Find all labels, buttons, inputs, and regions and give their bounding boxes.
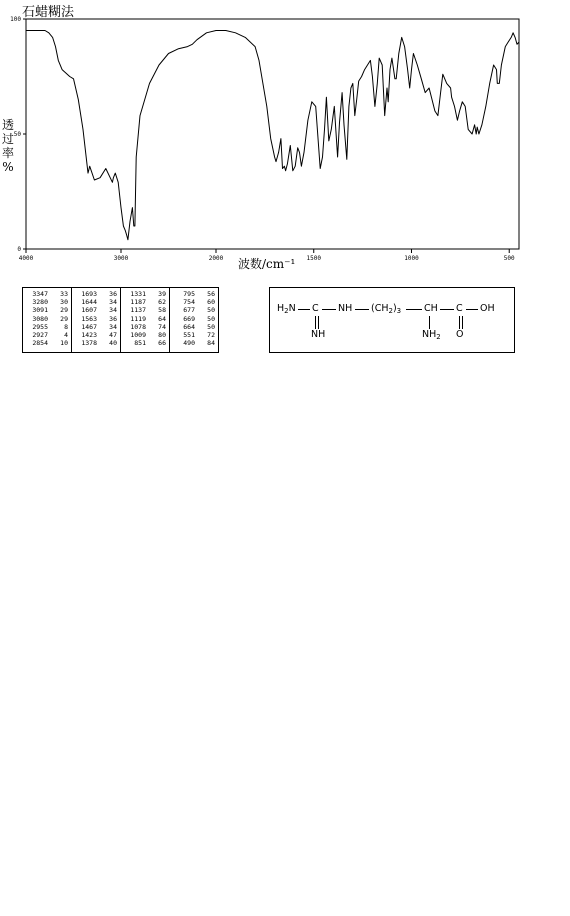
spectrum-line <box>26 31 519 240</box>
peak-row <box>173 290 215 298</box>
peak-row <box>75 315 117 323</box>
peak-transmittance: 34 <box>109 306 117 315</box>
peak-transmittance: 84 <box>207 339 215 348</box>
peak-transmittance: 29 <box>60 314 68 323</box>
structural-formula <box>269 287 515 353</box>
peak-transmittance: 36 <box>109 290 117 298</box>
x-tick-label: 4000 <box>18 255 34 262</box>
peak-transmittance: 8 <box>64 322 68 331</box>
peak-wavenumber: 551 <box>183 330 195 339</box>
peak-wavenumber: 490 <box>183 339 195 348</box>
bond-line <box>355 309 369 310</box>
peak-row <box>26 331 68 339</box>
peak-column <box>121 288 170 352</box>
peak-row <box>173 331 215 339</box>
peak-row <box>124 298 166 306</box>
peak-wavenumber: 2854 <box>32 339 48 348</box>
peak-wavenumber: 3080 <box>32 314 48 323</box>
group-label: ) <box>392 303 397 314</box>
page-title: 石蜡糊法 <box>22 5 75 20</box>
guanidine-carbon: C <box>312 303 319 314</box>
hydroxyl-group: OH <box>480 303 495 314</box>
y-axis-label-line: 率 <box>1 146 14 160</box>
carboxyl-carbon: C <box>456 303 463 314</box>
peak-row <box>75 339 117 347</box>
double-bond-line <box>459 316 460 329</box>
y-axis-label-line: 过 <box>1 132 14 146</box>
bond-line <box>440 309 454 310</box>
peak-transmittance: 33 <box>60 290 68 298</box>
peak-row <box>75 331 117 339</box>
peak-row <box>75 306 117 314</box>
peak-row <box>173 306 215 314</box>
peak-transmittance: 39 <box>158 290 166 298</box>
y-tick-label: 100 <box>10 16 21 23</box>
carbonyl-oxygen: O <box>456 329 464 340</box>
peak-row <box>26 306 68 314</box>
peak-column <box>170 288 218 352</box>
peak-row <box>124 306 166 314</box>
peak-wavenumber: 664 <box>183 322 195 331</box>
peak-transmittance: 74 <box>158 322 166 331</box>
y-axis-label <box>1 118 15 174</box>
alpha-amino-group <box>422 330 441 342</box>
peak-wavenumber: 3347 <box>32 290 48 298</box>
peak-wavenumber: 1078 <box>130 322 146 331</box>
subscript: 2 <box>436 333 441 341</box>
peak-row <box>124 339 166 347</box>
peak-wavenumber: 1137 <box>130 306 146 315</box>
atom-label: NH <box>422 329 437 340</box>
peak-transmittance: 72 <box>207 330 215 339</box>
peak-transmittance: 40 <box>109 339 117 348</box>
peak-row <box>124 323 166 331</box>
peak-wavenumber: 3091 <box>32 306 48 315</box>
imine-group: NH <box>311 329 326 340</box>
subscript: 2 <box>284 307 289 315</box>
x-tick-label: 3000 <box>113 255 129 262</box>
methylene-chain <box>371 304 401 316</box>
peak-transmittance: 58 <box>158 306 166 315</box>
peak-wavenumber: 754 <box>183 298 195 307</box>
y-axis-label-line: 透 <box>1 118 14 132</box>
y-axis-label-line: % <box>2 160 14 174</box>
x-tick-label: 1000 <box>404 255 419 262</box>
peak-wavenumber: 2927 <box>32 330 48 339</box>
peak-column <box>72 288 121 352</box>
double-bond-line <box>462 316 463 329</box>
peak-wavenumber: 1331 <box>130 290 146 298</box>
peak-wavenumber: 1187 <box>130 298 146 307</box>
peak-transmittance: 60 <box>207 298 215 307</box>
peak-wavenumber: 1119 <box>130 314 146 323</box>
y-tick-label: 0 <box>17 246 21 253</box>
peak-wavenumber: 1693 <box>81 290 97 298</box>
subscript: 2 <box>388 307 393 315</box>
peak-wavenumber: 1563 <box>81 314 97 323</box>
bond-line <box>322 309 336 310</box>
peak-wavenumber: 669 <box>183 314 195 323</box>
peak-row <box>75 323 117 331</box>
peak-column <box>23 288 72 352</box>
peak-wavenumber: 795 <box>183 290 195 298</box>
peak-transmittance: 34 <box>109 298 117 307</box>
peak-transmittance: 30 <box>60 298 68 307</box>
peak-wavenumber: 1607 <box>81 306 97 315</box>
peak-transmittance: 50 <box>207 306 215 315</box>
peak-row <box>173 298 215 306</box>
peak-transmittance: 62 <box>158 298 166 307</box>
peak-table <box>22 287 219 353</box>
secondary-amine: NH <box>338 303 353 314</box>
peak-transmittance: 64 <box>158 314 166 323</box>
peak-row <box>124 331 166 339</box>
group-label: (CH <box>371 303 389 314</box>
peak-row <box>26 290 68 298</box>
peak-wavenumber: 1644 <box>81 298 97 307</box>
peak-transmittance: 50 <box>207 322 215 331</box>
peak-row <box>75 290 117 298</box>
peak-transmittance: 47 <box>109 330 117 339</box>
y-tick-label: 50 <box>13 131 21 138</box>
peak-row <box>173 315 215 323</box>
peak-row <box>26 315 68 323</box>
peak-row <box>26 298 68 306</box>
peak-row <box>173 339 215 347</box>
peak-transmittance: 29 <box>60 306 68 315</box>
peak-transmittance: 36 <box>109 314 117 323</box>
peak-row <box>26 339 68 347</box>
x-tick-label: 500 <box>503 255 515 262</box>
peak-row <box>124 290 166 298</box>
peak-row <box>124 315 166 323</box>
peak-row <box>173 323 215 331</box>
double-bond-line <box>315 316 316 329</box>
x-tick-label: 2000 <box>208 255 224 262</box>
peak-wavenumber: 1423 <box>81 330 97 339</box>
peak-transmittance: 50 <box>207 314 215 323</box>
peak-wavenumber: 2955 <box>32 322 48 331</box>
peak-transmittance: 10 <box>60 339 68 348</box>
bond-line <box>406 309 422 310</box>
amino-group <box>277 304 296 316</box>
atom-label: N <box>288 303 296 314</box>
bond-line <box>466 309 478 310</box>
peak-wavenumber: 1009 <box>130 330 146 339</box>
plot-frame <box>26 19 519 249</box>
alpha-carbon: CH <box>424 303 438 314</box>
peak-transmittance: 56 <box>207 290 215 298</box>
ir-spectrum-chart <box>0 0 570 270</box>
peak-transmittance: 4 <box>64 330 68 339</box>
peak-row <box>75 298 117 306</box>
peak-wavenumber: 677 <box>183 306 195 315</box>
x-tick-label: 1500 <box>306 255 321 262</box>
bond-line <box>298 309 310 310</box>
peak-transmittance: 80 <box>158 330 166 339</box>
peak-wavenumber: 1378 <box>81 339 97 348</box>
atom-label: H <box>277 303 285 314</box>
peak-transmittance: 34 <box>109 322 117 331</box>
peak-transmittance: 66 <box>158 339 166 348</box>
subscript: 3 <box>396 307 402 315</box>
bond-line <box>429 316 430 329</box>
double-bond-line <box>318 316 319 329</box>
peak-wavenumber: 851 <box>134 339 146 348</box>
peak-row <box>26 323 68 331</box>
peak-wavenumber: 1467 <box>81 322 97 331</box>
x-axis-label: 波数/cm⁻¹ <box>238 257 296 271</box>
peak-wavenumber: 3280 <box>32 298 48 307</box>
